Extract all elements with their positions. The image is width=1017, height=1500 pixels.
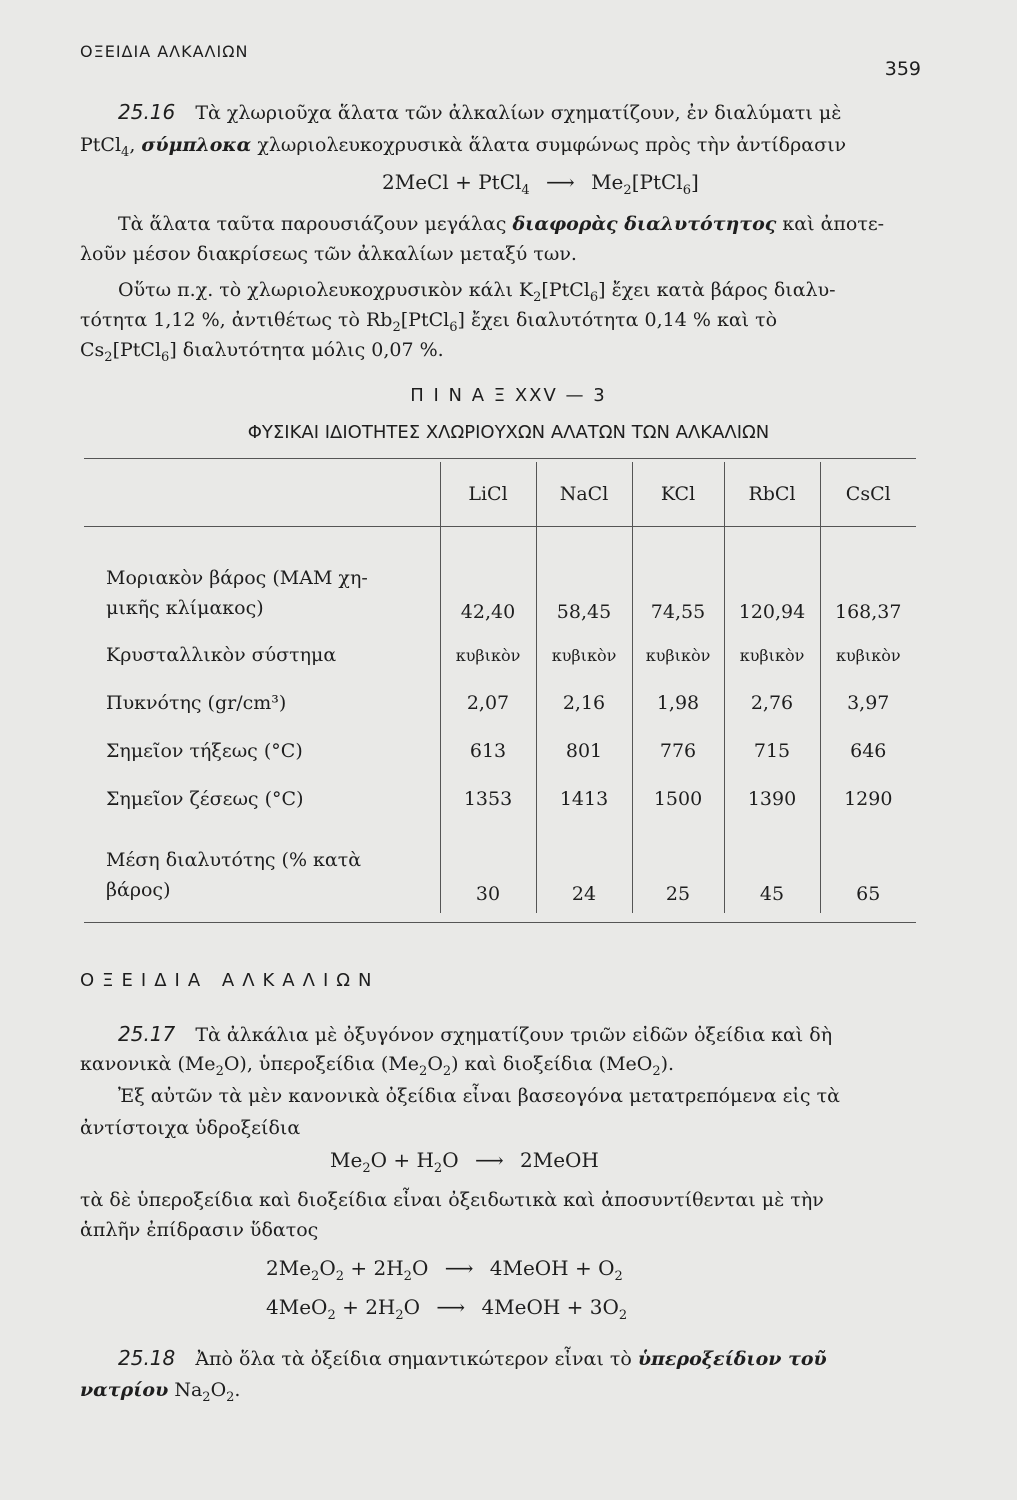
paragraph-line: Τὰ ἀλκάλια μὲ ὀξυγόνον σχηματίζουν τριῶν εἰδῶν ὀξείδια καὶ δὴ: [195, 1024, 833, 1046]
reaction-arrow: ⟶: [546, 170, 575, 194]
label-line: βάρος): [106, 879, 171, 901]
paragraph-line: [118, 210, 884, 239]
header-cell: LiCl: [440, 462, 536, 527]
bold-term: νατρίου: [80, 1379, 169, 1401]
eq-text: ]: [690, 170, 699, 194]
row-label: Πυκνότης (gr/cm³): [106, 692, 287, 714]
header-cell: RbCl: [724, 462, 820, 527]
table-header-row: [84, 462, 916, 527]
text: Οὕτω π.χ. τὸ χλωριολευκοχρυσικὸν κάλι K: [118, 279, 534, 301]
header-cell: KCl: [632, 462, 724, 527]
table-cell: 45: [724, 823, 820, 913]
section-25-18: [118, 1344, 827, 1374]
table-cell: 1,98: [632, 679, 724, 727]
table-row: [84, 823, 916, 913]
paragraph-line: τὰ δὲ ὑπεροξείδια καὶ διοξείδια εἶναι ὀξειδωτικὰ καὶ ἀποσυντίθενται μὲ τὴν: [80, 1189, 824, 1211]
section-number: 25.18: [118, 1346, 176, 1370]
table-cell: 3,97: [820, 679, 916, 727]
paragraph-line: [80, 1376, 240, 1412]
subscript: 6: [589, 289, 599, 305]
paragraph-line: [80, 336, 444, 372]
table-row: [84, 679, 916, 727]
eq-text: O: [403, 1295, 421, 1319]
subscript: 2: [202, 1389, 211, 1405]
text: τότητα 1,12 %, ἀντιθέτως τὸ Rb: [80, 309, 393, 331]
table-cell: 2,16: [536, 679, 632, 727]
subscript: 2: [614, 1269, 623, 1284]
table-cell: 74,55: [632, 527, 724, 632]
text: [PtCl: [112, 339, 162, 361]
table-cell: 30: [440, 823, 536, 913]
paragraph-line: Ἐξ αὐτῶν τὰ μὲν κανονικὰ ὀξείδια εἶναι βασεογόνα μετατρεπόμενα εἰς τὰ: [118, 1085, 840, 1107]
subscript: 2: [403, 1269, 412, 1284]
bold-term: ὑπεροξείδιον τοῦ: [637, 1348, 827, 1370]
eq-text: O: [411, 1256, 429, 1280]
row-label: Σημεῖον ζέσεως (°C): [106, 788, 304, 810]
equation: [266, 1295, 627, 1323]
table-cell: 1290: [820, 775, 916, 823]
text: χλωριολευκοχρυσικὰ ἅλατα συμφώνως πρὸς τὴν ἀντίδρασιν: [257, 134, 847, 156]
table-bottom-rule: [84, 922, 916, 923]
section-number: 25.17: [118, 1022, 176, 1046]
table-row: [84, 727, 916, 775]
eq-text: + 2H: [344, 1256, 404, 1280]
subscript: 6: [682, 183, 691, 198]
table-cell: 58,45: [536, 527, 632, 632]
table-title: ΦΥΣΙΚΑΙ ΙΔΙΟΤΗΤΕΣ ΧΛΩΡΙΟΥΧΩΝ ΑΛΑΤΩΝ ΤΩΝ ΑΛΚΑΛΙΩΝ: [247, 422, 770, 443]
reaction-arrow: ⟶: [444, 1256, 474, 1280]
label-line: μικῆς κλίμακος): [106, 597, 264, 619]
reaction-arrow: ⟶: [474, 1148, 504, 1172]
table-cell: 42,40: [440, 527, 536, 632]
eq-text: 2MeCl + PtCl: [382, 170, 522, 194]
subscript: 2: [311, 1269, 320, 1284]
eq-text: [PtCl: [631, 170, 683, 194]
table-cell: 120,94: [724, 527, 820, 632]
table-cell: 613: [440, 727, 536, 775]
text: ] ἔχει κατὰ βάρος διαλυ-: [598, 279, 836, 301]
eq-text: 2Me: [266, 1256, 312, 1280]
table-cell: 168,37: [820, 527, 916, 632]
eq-text: 2MeOH: [520, 1148, 599, 1172]
subscript: 2: [335, 1269, 345, 1284]
table-cell: 2,07: [440, 679, 536, 727]
table-cell: 776: [632, 727, 724, 775]
section-number: 25.16: [118, 100, 176, 124]
table-cell: κυβικὸν: [724, 631, 820, 679]
eq-text: Me: [591, 170, 624, 194]
table-cell: 1390: [724, 775, 820, 823]
table-cell: 1353: [440, 775, 536, 823]
table-row: [84, 527, 916, 632]
text: Na: [174, 1379, 203, 1401]
paragraph-line: ἁπλῆν ἐπίδρασιν ὕδατος: [80, 1219, 319, 1241]
row-label: Σημεῖον τήξεως (°C): [106, 740, 303, 762]
eq-text: 4MeOH + 3O: [481, 1295, 619, 1319]
subscript: 2: [652, 1063, 661, 1079]
text: O: [427, 1053, 443, 1075]
table-cell: 1413: [536, 775, 632, 823]
table-cell: κυβικὸν: [632, 631, 724, 679]
subscript: 2: [442, 1063, 452, 1079]
table-cell: κυβικὸν: [820, 631, 916, 679]
paragraph-line: λοῦν μέσον διακρίσεως τῶν ἀλκαλίων μεταξύ των.: [80, 243, 577, 265]
text: O), ὑπεροξείδια (Me: [223, 1053, 420, 1075]
subscript: 2: [433, 1161, 443, 1176]
subscript: 2: [419, 1063, 428, 1079]
bold-term: διαφορὰς διαλυτότητος: [512, 213, 777, 235]
eq-text: O: [319, 1256, 336, 1280]
eq-text: O + H: [370, 1148, 434, 1172]
text: κανονικὰ (Me: [80, 1053, 216, 1075]
subscript: 2: [533, 289, 542, 305]
text: ) καὶ διοξείδια (MeO: [451, 1053, 653, 1075]
table-cell: 24: [536, 823, 632, 913]
table-row: [84, 631, 916, 679]
subscript: 6: [161, 349, 170, 365]
subscript: 2: [623, 183, 632, 198]
equation: [330, 1148, 599, 1176]
eq-text: 4MeO: [266, 1295, 328, 1319]
text: Τὰ ἅλατα ταῦτα παρουσιάζουν μεγάλας: [118, 213, 507, 235]
table-cell: 801: [536, 727, 632, 775]
text: [PtCl: [541, 279, 590, 301]
subscript: 2: [327, 1308, 336, 1323]
table-cell: κυβικὸν: [440, 631, 536, 679]
text: καὶ ἀποτε-: [782, 213, 885, 235]
subscript: 2: [362, 1161, 371, 1176]
text: Ἀπὸ ὅλα τὰ ὀξείδια σημαντικώτερον εἶναι τὸ: [195, 1348, 632, 1370]
text: [PtCl: [400, 309, 450, 331]
bold-term: σύμπλοκα: [141, 134, 252, 156]
subscript: 4: [121, 144, 130, 160]
section-25-17: [118, 1020, 832, 1050]
label-line: Μέση διαλυτότης (% κατὰ: [106, 849, 362, 871]
row-label: [84, 527, 440, 632]
text: ] διαλυτότητα μόλις 0,07 %.: [169, 339, 444, 361]
equation: [382, 170, 699, 198]
section-25-16: [118, 98, 841, 128]
text: .: [234, 1379, 241, 1401]
table-row: [84, 775, 916, 823]
subscript: 2: [618, 1308, 628, 1323]
text: ).: [660, 1053, 675, 1075]
subscript: 6: [449, 319, 458, 335]
table-cell: 646: [820, 727, 916, 775]
row-label: [84, 823, 440, 913]
paragraph-line: ἀντίστοιχα ὑδροξείδια: [80, 1117, 301, 1139]
page-number: 359: [884, 58, 921, 80]
reaction-arrow: ⟶: [436, 1295, 466, 1319]
subscript: 2: [215, 1063, 224, 1079]
label-line: Μοριακὸν βάρος (ΜΑΜ χη-: [106, 567, 368, 589]
table-cell: 65: [820, 823, 916, 913]
subscript: 2: [104, 349, 113, 365]
header-cell: NaCl: [536, 462, 632, 527]
row-label: Κρυσταλλικὸν σύστημα: [106, 644, 337, 666]
subscript: 2: [226, 1389, 235, 1405]
running-title: ΟΞΕΙΔΙΑ ΑΛΚΑΛΙΩΝ: [80, 42, 249, 61]
eq-text: Me: [330, 1148, 363, 1172]
table-top-rule: [84, 458, 916, 459]
equation: [266, 1256, 623, 1284]
subscript: 2: [395, 1308, 404, 1323]
subscript: 2: [392, 319, 401, 335]
eq-text: 4MeOH + O: [489, 1256, 615, 1280]
header-cell: CsCl: [820, 462, 916, 527]
table-cell: 715: [724, 727, 820, 775]
formula-text: PtCl: [80, 134, 122, 156]
table-cell: κυβικὸν: [536, 631, 632, 679]
table-cell: 2,76: [724, 679, 820, 727]
subscript: 4: [521, 183, 530, 198]
paragraph-line: [80, 131, 846, 167]
text: ] ἔχει διαλυτότητα 0,14 % καὶ τὸ: [457, 309, 778, 331]
section-heading: ΟΞΕΙΔΙΑ ΑΛΚΑΛΙΩΝ: [80, 970, 380, 991]
paragraph-line: Τὰ χλωριοῦχα ἅλατα τῶν ἀλκαλίων σχηματίζουν, ἐν διαλύματι μὲ: [195, 102, 842, 124]
table-cell: 1500: [632, 775, 724, 823]
header-cell: [84, 462, 440, 527]
paragraph-line: [80, 1050, 674, 1086]
table-label: Π Ι Ν Α Ξ XXV — 3: [410, 385, 607, 406]
text: O: [210, 1379, 227, 1401]
text: Cs: [80, 339, 105, 361]
eq-text: O: [442, 1148, 459, 1172]
eq-text: + 2H: [335, 1295, 396, 1319]
table-cell: 25: [632, 823, 724, 913]
properties-table: [84, 462, 916, 913]
text: ,: [129, 134, 136, 156]
